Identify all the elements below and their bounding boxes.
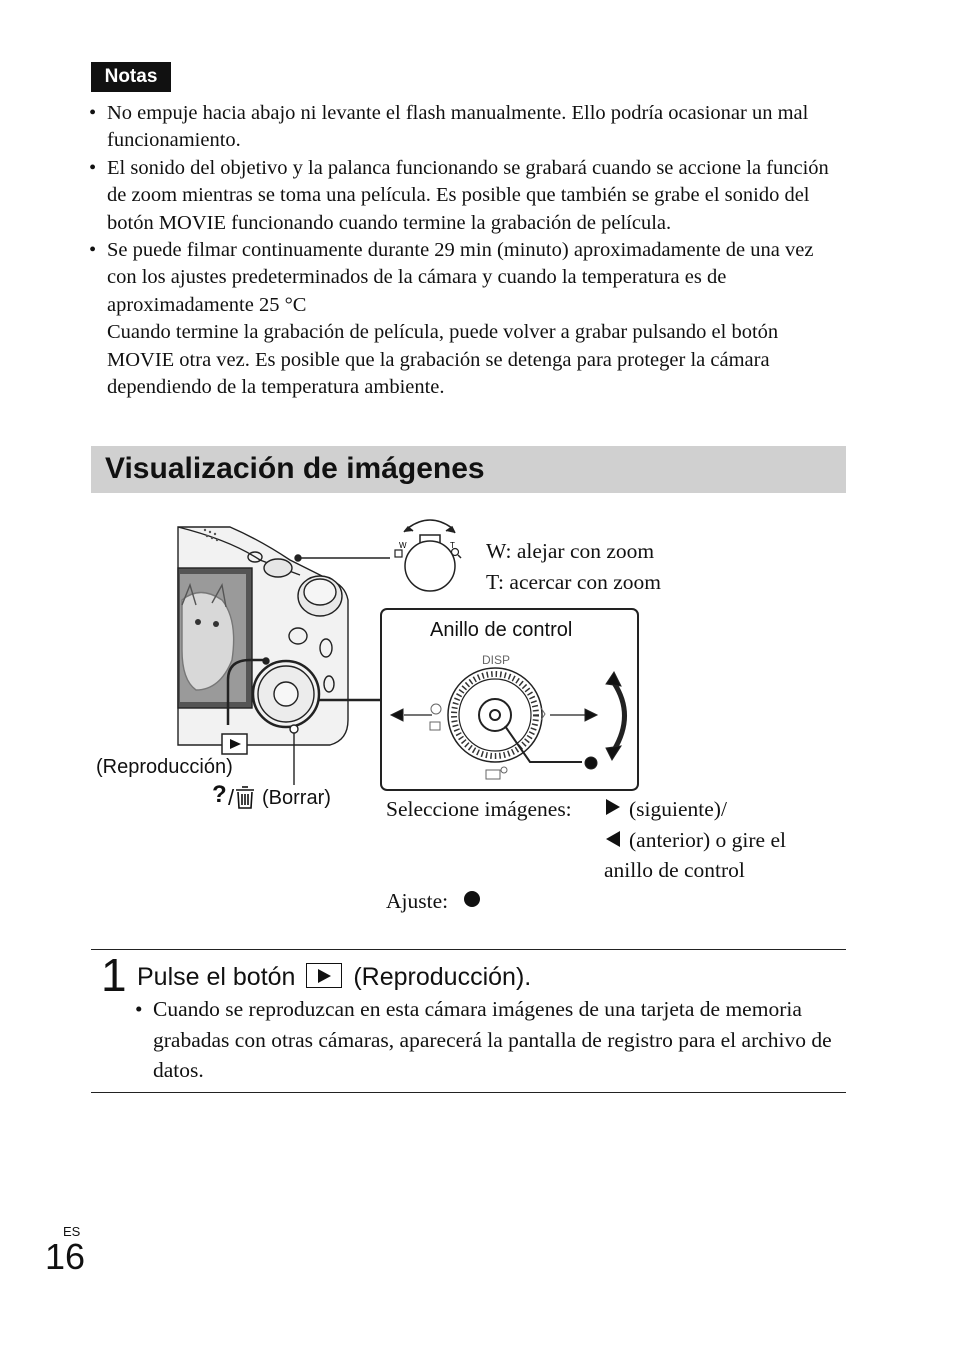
- set-dot-icon: [464, 891, 480, 907]
- step-title-before: Pulse el botón: [137, 963, 296, 991]
- select-next: (siguiente)/: [629, 797, 727, 821]
- step-title-after: (Reproducción).: [353, 963, 532, 991]
- adjust-label: Ajuste:: [386, 889, 449, 913]
- page-number: 16: [45, 1236, 86, 1277]
- help-icon: ?: [212, 781, 227, 808]
- language-code: ES: [63, 1224, 81, 1239]
- camera-illustration: [178, 527, 390, 785]
- zoom-t-mark: T: [450, 541, 455, 550]
- delete-label: (Borrar): [262, 787, 331, 809]
- select-ring: anillo de control: [604, 858, 745, 882]
- step-top-rule: [91, 949, 846, 950]
- zoom-t-text: T: acercar con zoom: [486, 570, 662, 594]
- playback-label: (Reproducción): [96, 756, 233, 778]
- step-bottom-rule: [91, 1092, 846, 1093]
- section-title: Visualización de imágenes: [105, 452, 485, 485]
- playback-button-icon: [306, 963, 342, 988]
- zoom-w-text: W: alejar con zoom: [486, 539, 655, 563]
- note-item: • El sonido del objetivo y la palanca funcionando se grabará cuando se accione la función de zoom mientras se toma una película. Es posible que también se grabe el sonido del botón MOVIE funcionando cuando termine la grabación de película.: [88, 155, 848, 237]
- control-ring-label: Anillo de control: [430, 619, 573, 641]
- select-prev: (anterior) o gire el: [629, 828, 786, 852]
- select-label: Seleccione imágenes:: [386, 797, 572, 821]
- step-bullet: • Cuando se reproduzcan en esta cámara imágenes de una tarjeta de memoria grabadas con otras cámaras, aparecerá la pantalla de registro para el archivo de datos.: [135, 994, 853, 1086]
- trash-icon: [236, 787, 254, 808]
- playback-icon: [222, 734, 247, 754]
- notes-badge: Notas: [91, 62, 171, 92]
- next-triangle-icon: [606, 799, 620, 815]
- note-text: Se puede filmar continuamente durante 29 min (minuto) aproximadamente de una vez con los ajustes predeterminados de la cámara y cuando la temperatura es de aproximadamente 25 °C: [107, 239, 814, 316]
- zoom-w-mark: W: [399, 541, 407, 550]
- prev-triangle-icon: [606, 831, 620, 847]
- disp-label: DISP: [482, 653, 511, 667]
- step-title: [137, 960, 531, 994]
- note-item: • No empuje hacia abajo ni levante el flash manualmente. Ello podría ocasionar un mal funcionamiento.: [88, 100, 848, 155]
- note-continuation: Cuando termine la grabación de película, puede volver a grabar pulsando el botón MOVIE otra vez. Es posible que la grabación se detenga para proteger la cámara dependiendo de la temperatura ambiente.: [107, 321, 779, 399]
- zoom-lever-icon: [395, 520, 461, 591]
- step-number: 1: [101, 949, 127, 1001]
